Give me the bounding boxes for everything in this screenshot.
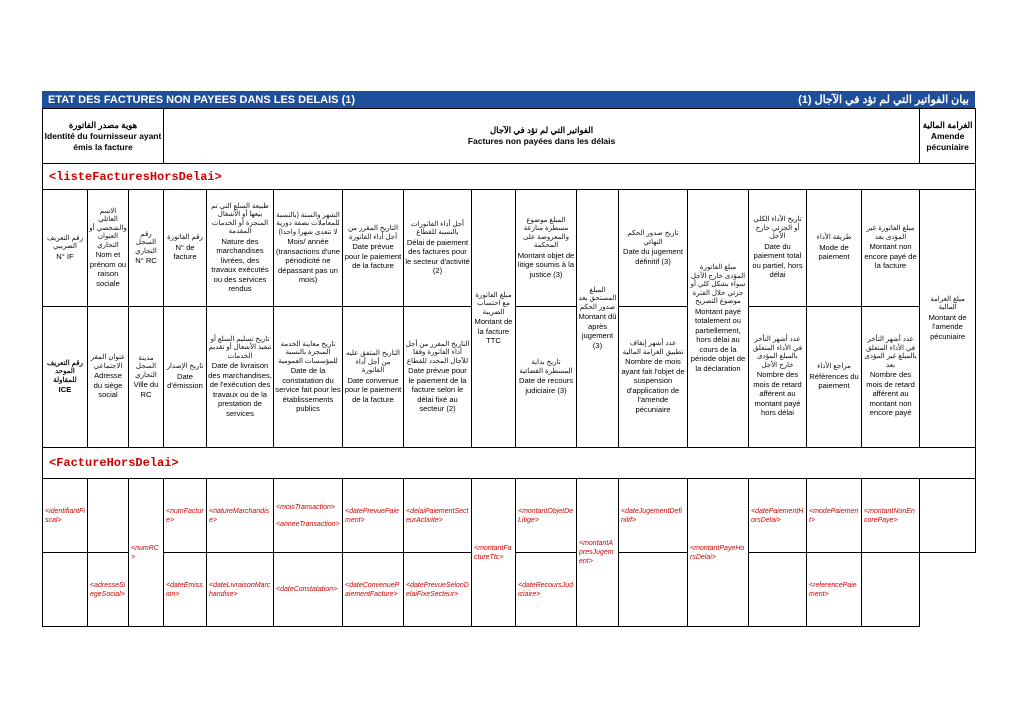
form-table — [42, 108, 976, 627]
col-due — [343, 190, 404, 307]
field-empty — [920, 553, 976, 627]
col-paydate-ar: تاريخ الأداء الكلي أو الجزئي خارج الأجل — [753, 216, 802, 241]
col-month-fr: Mois/ année (transactions d'une périodicité ne dépassant pas un mois) — [276, 237, 340, 284]
col-recours-fr: Date de recours judiciaire (3) — [518, 376, 574, 395]
col-paydate — [749, 190, 807, 307]
col-refs-fr: Références du paiement — [809, 371, 859, 391]
col-nature — [207, 190, 274, 307]
field-nature-marchandise: <natureMarchandise> — [207, 479, 274, 553]
col-if-fr: N° IF — [56, 251, 74, 261]
col-addr — [88, 307, 129, 448]
col-judg-ar: تاريخ صدور الحكم النهائي — [627, 230, 679, 246]
field-montant-objet-litige: <montantObjetDeLitige> — [516, 479, 577, 553]
field-montant-facture-ttc: <montantFactureTtc> — [472, 479, 516, 627]
col-fine-ar: مبلغ الغرامة المالية — [930, 295, 965, 312]
col-rc — [129, 190, 164, 307]
col-emis — [164, 307, 207, 448]
field-date-emission: <dateEmission> — [164, 553, 207, 627]
list-tag-row — [43, 164, 976, 190]
invoice-tag: <FactureHorsDelai> — [43, 448, 976, 479]
col-if — [43, 190, 88, 307]
col-city-ar: مدينة السجل التجاري — [135, 354, 157, 379]
col-due-ar: التاريخ المقرر من أجل أداء الفاتورة — [347, 225, 399, 241]
col-ice — [43, 307, 88, 448]
col-nature-fr: Nature des marchandises livrées, des travaux exécutés ou des services rendus — [211, 236, 269, 293]
field-date-recours-judiciaire: <dateRecoursJudiciaire> — [516, 553, 577, 627]
col-monthsunpaid — [862, 307, 920, 448]
field-date-prevue-selon-delai: <datePrevueSelonDelaiFixeSecteur> — [404, 553, 472, 627]
list-tag: <listeFacturesHorsDelai> — [43, 164, 976, 190]
col-agreed — [343, 307, 404, 448]
field-empty — [619, 553, 688, 627]
field-reference-paiement: <referencePaiement> — [807, 553, 862, 627]
col-judg — [619, 190, 688, 307]
supplier-header — [43, 109, 164, 164]
col-name-ar: الاسم العائلي والشخصي أو العنوان التجاري — [89, 207, 127, 249]
field-date-prevue-paiement: <datePrevuePaiement> — [343, 479, 404, 553]
unpaid-header — [164, 109, 920, 164]
col-deliv-ar: تاريخ تسليم السلع أو تنفيذ الأشغال أو تقديم الخدمات — [208, 335, 272, 360]
col-name — [88, 190, 129, 307]
col-sector — [404, 190, 472, 307]
col-agreed-ar: التاريخ المتفق عليه من أجل أداء الفاتورة — [345, 350, 401, 374]
field-empty — [88, 479, 129, 553]
col-late-ar: مبلغ الفاتورة المؤدى خارج الأجل سواء بشكل كلي أو جزئي خلال الفترة موضوع التصريح — [690, 264, 746, 305]
field-num-facture: <numFacture> — [164, 479, 207, 553]
col-fine — [920, 190, 976, 448]
col-mode — [807, 190, 862, 307]
supplier-header-fr: Identité du fournisseur ayant émis la facture — [44, 130, 162, 152]
field-empty — [920, 479, 976, 553]
col-rc-fr: N° RC — [135, 256, 157, 265]
col-litige-fr: Montant objet de litige soumis à la justice (3) — [517, 250, 575, 279]
col-judg-fr: Date du jugement définitif (3) — [623, 247, 683, 266]
col-sector-fr: Délai de paiement des factures pour le secteur d'activité (2) — [405, 237, 470, 275]
col-monthspaid — [749, 307, 807, 448]
field-row-1 — [43, 479, 976, 553]
col-num-ar: رقم الفاتورة — [167, 234, 203, 242]
fine-header-ar: الغرامة المالية — [922, 119, 973, 130]
col-due-fr: Date prévue pour le paiement de la facture — [344, 242, 402, 271]
col-emis-fr: Date d'émission — [167, 371, 203, 391]
col-if-ar: رقم التعريف الضريبي — [47, 234, 83, 251]
col-fine-fr: Montant de l'amende pécuniaire — [928, 312, 967, 341]
col-ttc-ar: مبلغ الفاتورة مع احتساب الضريبة — [475, 291, 512, 316]
field-date-jugement-definitif: <dateJugementDefinitif> — [619, 479, 688, 553]
col-ttc — [472, 190, 516, 448]
col-after-ar: المبلغ المستحق بعد صدور الحكم — [578, 286, 617, 311]
supplier-header-ar: هوية مصدر الفاتورة — [68, 119, 138, 130]
col-num-fr: N° de facture — [173, 242, 197, 262]
col-mode-ar: طريقة الأداء — [816, 234, 852, 242]
field-annee-transaction: <anneeTransaction> — [276, 520, 340, 528]
col-litige — [516, 190, 577, 307]
col-num — [164, 190, 207, 307]
col-monthsunpaid-ar: عدد أشهر التأخر في الأداء المتعلق بالمبلغ غير المؤدى بعد — [864, 336, 917, 369]
field-empty — [43, 553, 88, 627]
title-ar: بيان الفواتير التي لم تؤد في الآجال (1) — [798, 94, 969, 106]
col-recours — [516, 307, 577, 448]
col-unpaid-fr: Montant non encore payé de la facture — [864, 242, 917, 271]
unpaid-header-fr: Factures non payées dans les délais — [467, 136, 616, 146]
title-fr: ETAT DES FACTURES NON PAYEES DANS LES DELAIS (1) — [48, 93, 356, 106]
field-montant-paye-hors-delai: <montantPayeHorsDelai> — [688, 479, 749, 627]
col-const-ar: تاريخ معاينة الخدمة المنجزة بالنسبة للمؤسسات العمومية — [278, 340, 338, 365]
field-date-constatation: <dateConstatation> — [274, 553, 343, 627]
col-ttc-fr: Montant de la facture TTC — [474, 317, 513, 345]
col-ice-ar: رقم التعريف الموحد للمقاولة — [47, 359, 83, 384]
col-deliv-fr: Date de livraison des marchandises, de l'exécution des travaux ou de la prestation de services — [208, 361, 272, 418]
field-identifiant-fiscal: <identifiantFiscal> — [43, 479, 88, 553]
fine-header — [920, 109, 976, 164]
col-fixed — [404, 307, 472, 448]
col-paydate-fr: Date du paiement total ou partiel, hors délai — [752, 241, 803, 280]
column-labels-row-1 — [43, 190, 976, 307]
unpaid-header-ar: الفواتير التي لم تؤد في الآجال — [489, 125, 594, 135]
col-month-ar: الشهر والسنة (بالنسبة للمعاملات بصفة دورية لا تتعدى شهرا واحدا) — [276, 211, 340, 236]
field-empty — [749, 553, 807, 627]
col-ice-fr: ICE — [58, 385, 72, 394]
col-const — [274, 307, 343, 448]
col-unpaid — [862, 190, 920, 307]
field-adresse-siege-social: <adresseSiegeSocial> — [88, 553, 129, 627]
col-late-fr: Montant payé totalement ou partiellement, hors délai au cours de la période objet de la déclaration — [690, 306, 746, 373]
invoice-state-form — [42, 91, 975, 627]
col-litige-ar: المبلغ موضوع مسطرة منازعة والمعروضة على المحكمة — [522, 216, 570, 250]
field-mode-paiement: <modePaiement> — [807, 479, 862, 553]
field-empty — [862, 553, 920, 627]
col-recours-ar: تاريخ بداية المسطرة القضائية — [519, 359, 573, 375]
col-city — [129, 307, 164, 448]
col-emis-ar: تاريخ الإصدار — [166, 363, 204, 371]
col-addr-fr: Adresse du siège social — [93, 371, 123, 400]
col-month — [274, 190, 343, 307]
col-late — [688, 190, 749, 448]
col-fixed-fr: Date prévue pour le paiement de la facture selon le délai fixé au secteur (2) — [408, 366, 467, 413]
col-refs — [807, 307, 862, 448]
col-refs-ar: مراجع الأداء — [817, 363, 851, 371]
col-monthsunpaid-fr: Nombre des mois de retard afférent au montant non encore payé — [866, 370, 915, 418]
col-monthspaid-ar: عدد أشهر التأخر في الأداء المتعلق بالمبلغ المؤدى خارج الأجل — [752, 336, 803, 369]
col-after-fr: Montant dû après jugement (3) — [578, 312, 617, 350]
col-susp-fr: Nombre de mois ayant fait l'objet de suspension d'application de l'amende pécuniaire — [621, 357, 685, 414]
col-monthspaid-fr: Nombre des mois de retard afférent au montant payé hors délai — [753, 370, 802, 418]
field-date-livraison-marchandise: <dateLivraisonMarchandise> — [207, 553, 274, 627]
col-mode-fr: Mode de paiement — [818, 242, 850, 262]
col-fixed-ar: التاريخ المقرر من أجل أداء الفاتورة وفقا للآجال المحدد للقطاع — [405, 340, 470, 365]
col-sector-ar: أجل أداء الفاتورات بالنسبة للقطاع — [411, 220, 464, 236]
field-delai-paiement-secteur: <delaiPaiementSecteurActivite> — [404, 479, 472, 553]
field-date-convenue-paiement: <dateConvenuePaiementFacture> — [343, 553, 404, 627]
field-num-rc: <numRC> — [129, 479, 164, 627]
col-deliv — [207, 307, 274, 448]
title-bar — [42, 91, 975, 108]
field-montant-apres-jugement: <montantApresJugement> — [577, 479, 619, 627]
col-susp-ar: عدد أشهر إيقاف تطبيق الغرامة المالية — [622, 340, 684, 356]
col-agreed-fr: Date convenue pour le paiement de la facture — [344, 375, 402, 404]
field-montant-non-encore-paye: <montantNonEncorePaye> — [862, 479, 920, 553]
col-addr-ar: عنوان المقر الاجتماعي — [90, 354, 126, 370]
col-susp — [619, 307, 688, 448]
field-date-paiement-hors-delai: <datePaiementHorsDelai> — [749, 479, 807, 553]
fine-header-fr: Amende pécuniaire — [926, 130, 969, 152]
invoice-tag-row — [43, 448, 976, 479]
field-mois-transaction: <moisTransaction> — [276, 503, 336, 511]
col-nature-ar: طبيعة السلع التي تم بيعها أو الأشغال المنجزة أو الخدمات المقدمة — [211, 202, 269, 235]
col-unpaid-ar: مبلغ الفاتورة غير المؤدى بعد — [866, 225, 915, 241]
col-name-fr: Nom et prénom ou raison sociale — [89, 250, 127, 288]
col-city-fr: Ville du RC — [133, 380, 159, 399]
col-rc-ar: رقم السجل التجاري — [135, 230, 157, 255]
header-row — [43, 109, 976, 164]
col-after — [577, 190, 619, 448]
col-const-fr: Date de la constatation du service fait pour les établissements publics — [275, 366, 341, 413]
field-mois-annee-transaction — [274, 479, 343, 553]
